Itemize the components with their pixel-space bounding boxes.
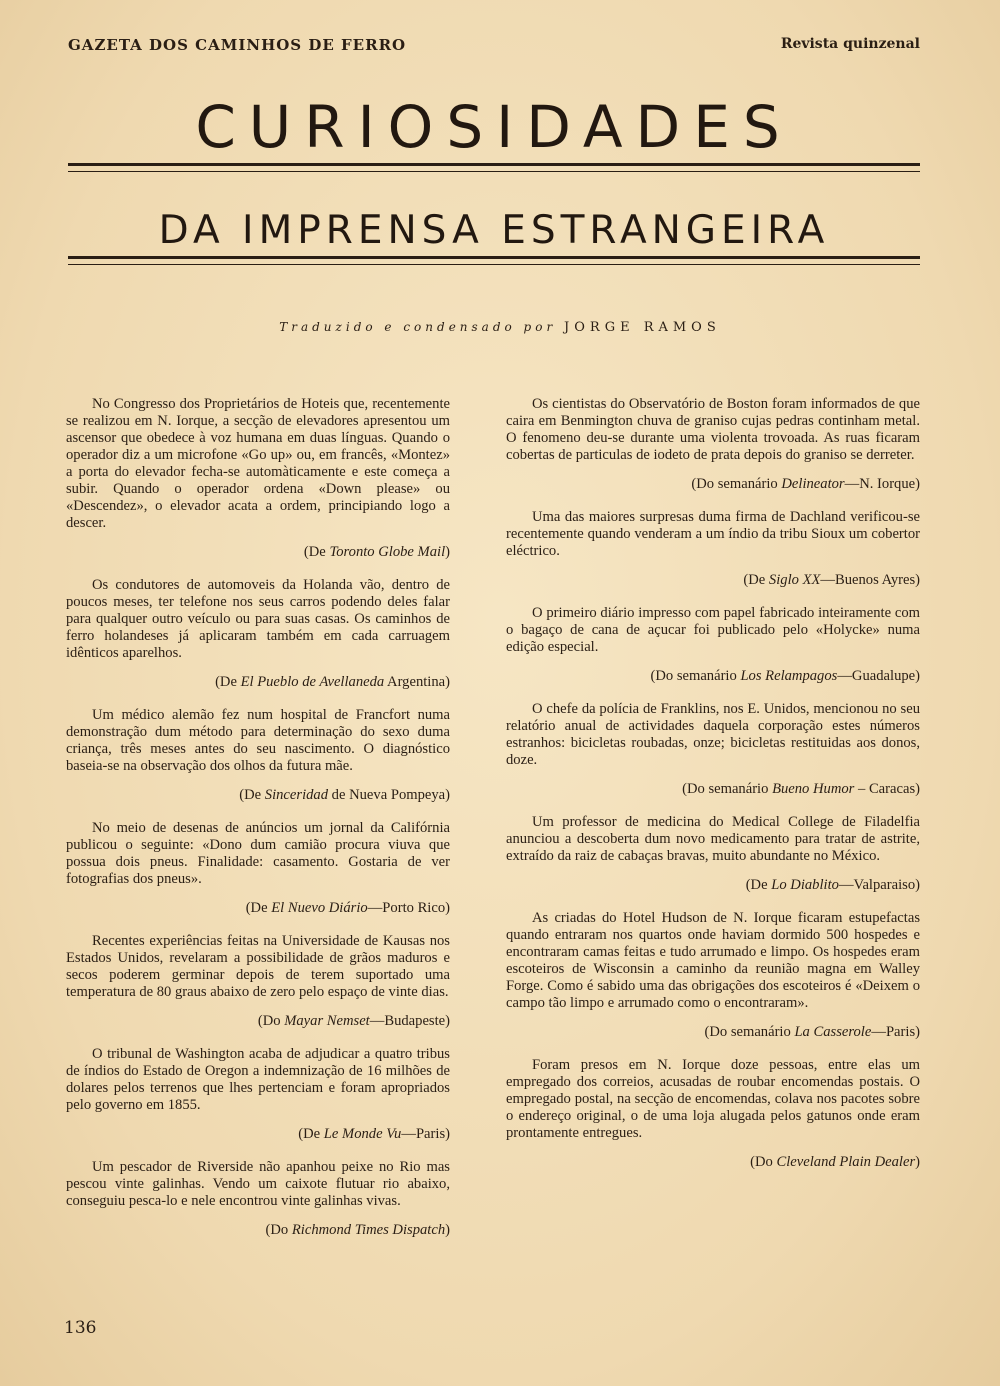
news-item bbox=[66, 707, 450, 804]
source-suffix: —N. Iorque) bbox=[844, 476, 920, 492]
title-rule-bottom bbox=[68, 171, 920, 172]
left-column bbox=[66, 396, 450, 1255]
translator-credit bbox=[0, 320, 1000, 335]
source-publication: El Nuevo Diário bbox=[271, 900, 368, 916]
source-prefix: (Do semanário bbox=[650, 668, 741, 684]
news-text: O chefe da polícia de Franklins, nos E. Unidos, mencionou no seu relatório anual de actividades daquela corporação estes números estranhos: bicicletas roubadas, onze; bicicletas restituidas aos donos, doze. bbox=[506, 701, 920, 768]
source-publication: Le Monde Vu bbox=[323, 1126, 402, 1142]
news-source bbox=[506, 1024, 920, 1041]
source-publication: Richmond Times Dispatch bbox=[291, 1222, 446, 1238]
news-item bbox=[506, 509, 920, 589]
source-prefix: (Do bbox=[750, 1154, 777, 1170]
news-text: As criadas do Hotel Hudson de N. Iorque ficaram estupefactas quando entraram nos quartos onde haviam dormido 500 hospedes e encontraram camas feitas e tudo arrumado e limpo. Os hospedes eram escoteiros de Wisconsin a caminho da reunião magna em Walley Forge. Como é sabido uma das obrigações dos escoteiros é «Deixem o campo tão limpo e arrumado como o encontraram». bbox=[506, 910, 920, 1011]
source-prefix: (De bbox=[239, 787, 265, 803]
source-suffix: – Caracas) bbox=[854, 781, 920, 797]
subtitle-rule-bottom bbox=[68, 264, 920, 265]
source-publication: Toronto Globe Mail bbox=[329, 544, 446, 560]
source-prefix: (Do bbox=[265, 1222, 292, 1238]
news-source bbox=[506, 668, 920, 685]
source-prefix: (De bbox=[298, 1126, 324, 1142]
news-item bbox=[66, 577, 450, 691]
source-publication: Bueno Humor bbox=[772, 781, 855, 797]
news-item bbox=[506, 814, 920, 894]
news-item bbox=[66, 396, 450, 561]
source-suffix: —Budapeste) bbox=[369, 1013, 450, 1029]
news-item bbox=[66, 1046, 450, 1143]
page-number: 136 bbox=[64, 1318, 97, 1338]
credit-name: JORGE RAMOS bbox=[564, 320, 721, 335]
source-suffix: —Paris) bbox=[871, 1024, 920, 1040]
news-source bbox=[506, 781, 920, 798]
source-suffix: —Paris) bbox=[401, 1126, 450, 1142]
news-item bbox=[66, 933, 450, 1030]
news-source bbox=[66, 544, 450, 561]
news-item bbox=[506, 396, 920, 493]
news-source bbox=[66, 900, 450, 917]
news-source bbox=[506, 1154, 920, 1171]
running-header bbox=[68, 36, 920, 58]
subtitle-rule-top bbox=[68, 256, 920, 259]
source-suffix: —Valparaiso) bbox=[838, 877, 920, 893]
credit-prefix: Traduzido e condensado por bbox=[279, 320, 557, 334]
source-prefix: (De bbox=[245, 900, 272, 916]
article-title: CURIOSIDADES bbox=[195, 93, 793, 161]
source-suffix: de Nueva Pompeya) bbox=[328, 787, 450, 803]
right-column bbox=[506, 396, 920, 1187]
news-item bbox=[506, 701, 920, 798]
news-text: Um professor de medicina do Medical College de Filadelfia anunciou a descoberta dum novo medicamento para tratar de astrite, extraído da raiz de cabaças bravas, muito abundante no México. bbox=[506, 814, 920, 864]
news-text: Recentes experiências feitas na Universidade de Kausas nos Estados Unidos, revelaram a possibilidade de grãos maduros e secos poderem germinar depois de terem suportado uma temperatura de 80 graus abaixo de zero pelo espaço de vinte dias. bbox=[66, 933, 450, 1000]
source-publication: Delineator bbox=[781, 476, 845, 492]
news-source bbox=[66, 674, 450, 691]
article-subtitle: DA IMPRENSA ESTRANGEIRA bbox=[158, 208, 830, 253]
source-suffix: —Buenos Ayres) bbox=[820, 572, 920, 588]
source-suffix: ) bbox=[445, 544, 450, 560]
news-source bbox=[66, 1013, 450, 1030]
source-suffix: —Porto Rico) bbox=[367, 900, 450, 916]
news-item bbox=[506, 605, 920, 685]
news-source bbox=[66, 1126, 450, 1143]
title-rule-top bbox=[68, 163, 920, 166]
news-text: Os condutores de automoveis da Holanda vão, dentro de poucos meses, ter telefone nos seus carros podendo deles falar para qualquer outro veículo ou para suas casas. Os caminhos de ferro holandeses já aplicaram também em cada carruagem idênticos aparelhos. bbox=[66, 577, 450, 661]
news-text: Foram presos em N. Iorque doze pessoas, entre elas um empregado dos correios, acusadas de roubar encomendas postais. O empregado postal, na secção de encomendas, colava nos pacotes sobre o endereço original, o de uma loja alugada pelos gatunos onde eram prontamente entregues. bbox=[506, 1057, 920, 1141]
source-prefix: (De bbox=[303, 544, 330, 560]
news-source bbox=[506, 476, 920, 493]
source-suffix: —Guadalupe) bbox=[837, 668, 920, 684]
news-text: Um médico alemão fez num hospital de Francfort numa demonstração dum método para determinação do sexo duma criança, três meses antes do seu nascimento. O diagnóstico baseia-se na observação dos olhos da futura mãe. bbox=[66, 707, 450, 774]
source-prefix: (De bbox=[745, 877, 772, 893]
source-prefix: (Do semanário bbox=[682, 781, 773, 797]
journal-title: GAZETA DOS CAMINHOS DE FERRO bbox=[68, 36, 407, 54]
news-source bbox=[66, 1222, 450, 1239]
news-item bbox=[66, 1159, 450, 1239]
source-publication: Sinceridad bbox=[264, 787, 329, 803]
source-publication: Siglo XX bbox=[768, 572, 821, 588]
news-source bbox=[506, 877, 920, 894]
source-suffix: ) bbox=[445, 1222, 450, 1238]
source-publication: Cleveland Plain Dealer bbox=[776, 1154, 916, 1170]
news-text: O tribunal de Washington acaba de adjudicar a quatro tribus de índios do Estado de Oregon a indemnização de 16 milhões de dolares pelos terrenos que lhes pertenciam e foram apropriados pelo governo em 1855. bbox=[66, 1046, 450, 1113]
source-prefix: (De bbox=[743, 572, 769, 588]
news-source bbox=[66, 787, 450, 804]
source-publication: La Casserole bbox=[794, 1024, 872, 1040]
source-publication: El Pueblo de Avellaneda bbox=[240, 674, 385, 690]
news-text: No meio de desenas de anúncios um jornal da Califórnia publicou o seguinte: «Dono dum camião procura viuva que possua dois pneus. Finalidade: casamento. Gostaria de ver fotografias dos pneus». bbox=[66, 820, 450, 887]
source-publication: Los Relampagos bbox=[740, 668, 838, 684]
source-prefix: (Do semanário bbox=[691, 476, 782, 492]
news-text: Uma das maiores surpresas duma firma de Dachland verificou-se recentemente quando venderam a um índio da tribu Sioux um cobertor eléctrico. bbox=[506, 509, 920, 559]
news-text: Os cientistas do Observatório de Boston foram informados de que caira em Benmington chuva de graniso cujas pedras continham metal. O fenomeno deu-se durante uma violenta trovoada. As ruas ficaram cobertas de particulas de iodeto de prata depois do graniso se derreter. bbox=[506, 396, 920, 463]
source-prefix: (Do bbox=[257, 1013, 285, 1029]
news-item bbox=[506, 1057, 920, 1171]
news-text: No Congresso dos Proprietários de Hoteis que, recentemente se realizou em N. Iorque, a secção de elevadores apresentou um ascensor que obedece à voz humana em duas línguas. Quando o operador diz a um microfone «Go up» ou, em francês, «Montez» a porta do elevador fecha-se automàticamente e este começa a subir. Quando o operador ordena «Down please» ou «Descendez», o elevador acata a ordem, principiando logo a descer. bbox=[66, 396, 450, 531]
news-text: Um pescador de Riverside não apanhou peixe no Rio mas pescou vinte galinhas. Vendo um caixote flutuar rio abaixo, conseguiu pesca-lo e nele encontrou vinte galinhas vivas. bbox=[66, 1159, 450, 1209]
source-publication: Lo Diablito bbox=[771, 877, 839, 893]
journal-frequency: Revista quinzenal bbox=[780, 36, 920, 52]
news-item bbox=[66, 820, 450, 917]
source-suffix: ) bbox=[915, 1154, 920, 1170]
source-publication: Mayar Nemset bbox=[284, 1013, 370, 1029]
source-suffix: Argentina) bbox=[384, 674, 450, 690]
news-source bbox=[506, 572, 920, 589]
news-item bbox=[506, 910, 920, 1041]
source-prefix: (De bbox=[215, 674, 241, 690]
source-prefix: (Do semanário bbox=[704, 1024, 795, 1040]
news-text: O primeiro diário impresso com papel fabricado inteiramente com o bagaço de cana de açucar foi publicado pelo «Holycke» numa edição especial. bbox=[506, 605, 920, 655]
